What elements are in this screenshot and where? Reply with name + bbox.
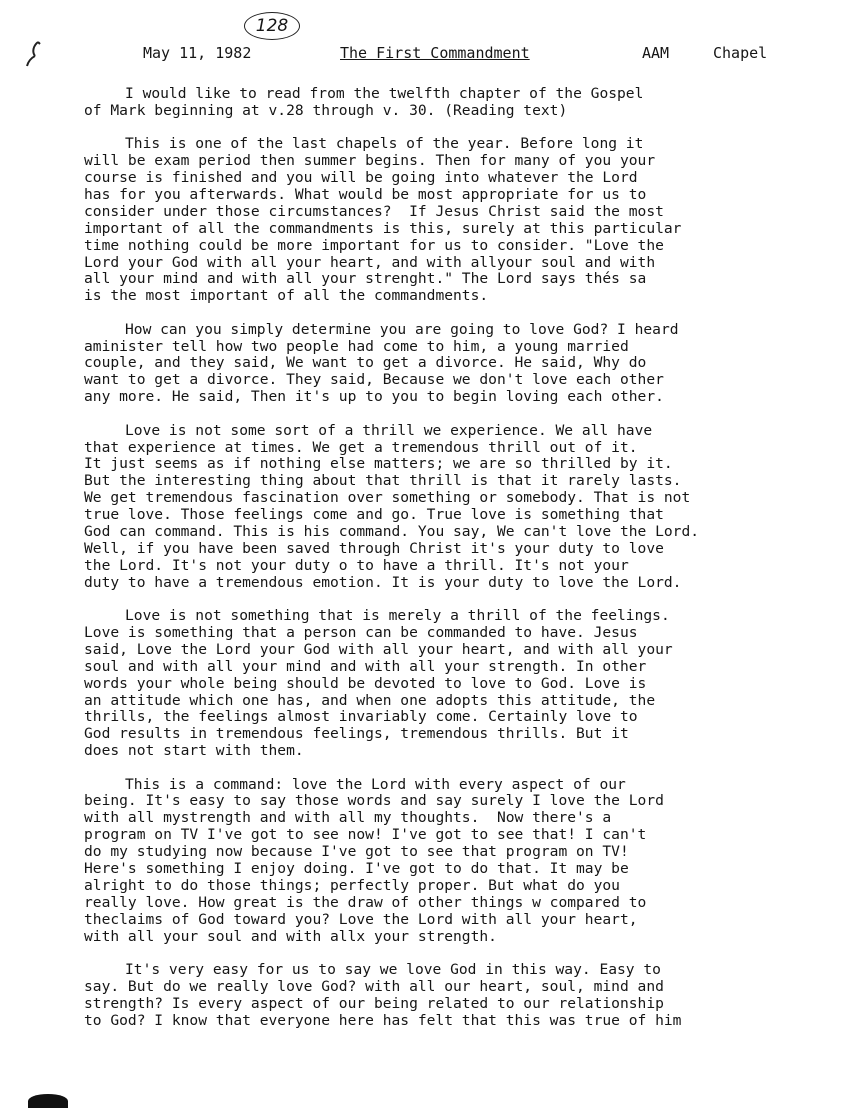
text-line: with all mystrength and with all my thoughts. Now there's a — [84, 809, 612, 827]
text-line: an attitude which one has, and when one adopts this attitude, the — [84, 691, 656, 709]
text-line: thrills, the feelings almost invariably come. Certainly love to — [84, 708, 638, 726]
text-line: course is finished and you will be going into whatever the Lord — [84, 169, 638, 187]
text-line: Love is not some sort of a thrill we experience. We all have — [125, 421, 653, 439]
paragraph — [84, 608, 804, 760]
text-line: true love. Those feelings come and go. True love is something that — [84, 506, 664, 524]
text-line: strength? Is every aspect of our being related to our relationship — [84, 994, 664, 1012]
text-line: has for you afterwards. What would be most appropriate for us to — [84, 185, 647, 203]
text-line: time nothing could be more important for us to consider. "Love the — [84, 236, 664, 254]
text-line: couple, and they said, We want to get a divorce. He said, Why do — [84, 354, 647, 372]
text-line: with all your soul and with allx your strength. — [84, 927, 497, 945]
document-body — [84, 86, 804, 1046]
text-line: We get tremendous fascination over something or somebody. That is not — [84, 489, 691, 507]
text-line: It just seems as if nothing else matters; we are so thrilled by it. — [84, 455, 673, 473]
paragraph — [84, 322, 804, 406]
text-line: being. It's easy to say those words and say surely I love the Lord — [84, 792, 664, 810]
text-line: How can you simply determine you are going to love God? I heard — [125, 320, 679, 338]
text-line: duty to have a tremendous emotion. It is your duty to love the Lord. — [84, 573, 682, 591]
text-line: to God? I know that everyone here has felt that this was true of him — [84, 1011, 682, 1029]
text-line: really love. How great is the draw of other things w compared to — [84, 893, 647, 911]
text-line: alright to do those things; perfectly proper. But what do you — [84, 876, 620, 894]
paragraph — [84, 423, 804, 592]
paragraph — [84, 777, 804, 946]
text-line: theclaims of God toward you? Love the Lord with all your heart, — [84, 910, 638, 928]
paragraph — [84, 136, 804, 305]
text-line: God results in tremendous feelings, tremendous thrills. But it — [84, 725, 629, 743]
text-line: consider under those circumstances? If Jesus Christ said the most — [84, 202, 664, 220]
text-line: I would like to read from the twelfth chapter of the Gospel — [125, 85, 644, 102]
text-line: This is a command: love the Lord with every aspect of our — [125, 775, 626, 793]
paragraph — [84, 962, 804, 1030]
text-line: Lord your God with all your heart, and with allyour soul and with — [84, 253, 656, 271]
text-line: will be exam period then summer begins. Then for many of you your — [84, 152, 656, 170]
text-line: want to get a divorce. They said, Because we don't love each other — [84, 371, 664, 389]
text-line: does not start with them. — [84, 742, 304, 760]
header-location: Chapel — [713, 44, 768, 62]
text-line: words your whole being should be devoted to love to God. Love is — [84, 674, 647, 692]
page-corner-shadow — [28, 1094, 68, 1108]
text-line: any more. He said, Then it's up to you to begin loving each other. — [84, 388, 664, 406]
text-line: Love is not something that is merely a thrill of the feelings. — [125, 607, 670, 625]
text-line: Here's something I enjoy doing. I've got to do that. It may be — [84, 860, 629, 878]
text-line: Love is something that a person can be commanded to have. Jesus — [84, 623, 638, 641]
header-title: The First Commandment — [340, 44, 530, 62]
document-header — [0, 44, 854, 66]
text-line: This is one of the last chapels of the year. Before long it — [125, 135, 644, 153]
text-line: Well, if you have been saved through Christ it's your duty to love — [84, 539, 664, 557]
text-line: aminister tell how two people had come to him, a young married — [84, 337, 629, 355]
text-line: important of all the commandments is this, surely at this particular — [84, 219, 682, 237]
text-line: God can command. This is his command. You say, We can't love the Lord. — [84, 522, 700, 540]
text-line: that experience at times. We get a tremendous thrill out of it. — [84, 438, 638, 456]
header-initials: AAM — [642, 44, 670, 62]
text-line: soul and with all your mind and with all your strength. In other — [84, 657, 647, 675]
header-date: May 11, 1982 — [143, 44, 252, 62]
page-number: 128 — [244, 12, 300, 40]
text-line: the Lord. It's not your duty o to have a thrill. It's not your — [84, 556, 629, 574]
text-line: It's very easy for us to say we love God in this way. Easy to — [125, 960, 661, 978]
text-line: say. But do we really love God? with all our heart, soul, mind and — [84, 977, 664, 995]
text-line: all your mind and with all your strenght." The Lord says thés sa — [84, 270, 647, 288]
paragraph — [84, 86, 804, 120]
text-line: is the most important of all the commandments. — [84, 287, 489, 305]
text-line: do my studying now because I've got to see that program on TV! — [84, 843, 629, 861]
text-line: of Mark beginning at v.28 through v. 30. (Reading text) — [84, 101, 568, 119]
text-line: program on TV I've got to see now! I've got to see that! I can't — [84, 826, 647, 844]
text-line: said, Love the Lord your God with all your heart, and with all your — [84, 640, 673, 658]
text-line: But the interesting thing about that thrill is that it rarely lasts. — [84, 472, 682, 490]
